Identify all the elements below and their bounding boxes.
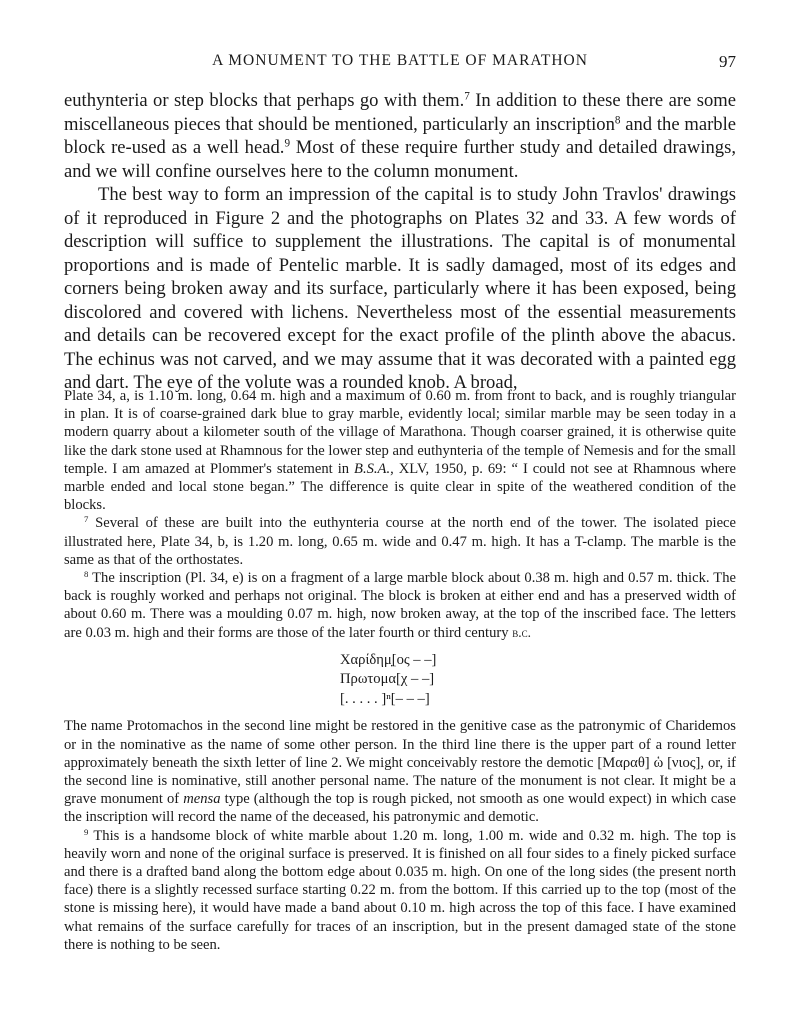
paragraph-2: The best way to form an impression of the capital is to study John Travlos' drawings of it reproduced in Figure 2 and the photographs on Plates 32 and 33. A few words of description will suffice to supplement the illustrations. The capital is of monumental proportions and is made of Pentelic marble. It is sadly damaged, most of its edges and corners being broken away and its surface, particularly where it has been exposed, being discolored and covered with lichens. Nevertheless most of the essential measurements and details can be recovered except for the exact profile of the plinth above the abacus. The echinus was not carved, and we may assume that it was decorated with a painted egg and dart. The eye of the volute was a rounded knob. A broad, — [64, 184, 736, 393]
footnote-8 — [64, 569, 736, 642]
footnote-8-continued — [64, 717, 736, 826]
mensa-term: mensa — [183, 791, 221, 808]
footnote-7-text: Several of these are built into the euthynteria course at the north end of the tower. The isolated piece illustrated here, Plate 34, b, is 1.20 m. long, 0.65 m. wide and 0.47 m. high. It has a T-clamp. The marble is the same as that of the orthostates. — [64, 515, 736, 568]
footnote-7 — [64, 514, 736, 569]
p1-text-a: euthynteria or step blocks that perhaps go with them. — [64, 90, 465, 111]
page-number: 97 — [719, 52, 736, 71]
paragraph-1 — [64, 89, 736, 183]
footnote-ref-9: 9 — [284, 137, 291, 150]
main-text — [64, 89, 736, 395]
footnote-8-text-c: type (although the top is rough picked, not smooth as one would expect) in which case the inscription will record the name of the deceased, his patronymic and demotic. — [64, 791, 736, 826]
footnote-8-text-a: The inscription (Pl. 34, e) is on a fragment of a large marble block about 0.38 m. high and 0.57 m. thick. The back is roughly worked and perhaps not original. The block is broken at either end and has a preserved width of about 0.60 m. There was a moulding 0.07 m. high, now broken away, at the top of the inscribed face. The letters are 0.03 m. high and their forms are those of the later fourth or third century — [64, 570, 736, 641]
footnote-number-7: 7 — [84, 514, 89, 525]
footnote-ref-7: 7 — [464, 90, 470, 103]
footnote-9 — [64, 827, 736, 954]
p1-text-c: and the marble block re-used as a well head. — [64, 113, 736, 158]
p1-text-d: Most of these require further study and detailed drawings, and we will confine ourselves here to the column monument. — [64, 137, 736, 182]
footnote-8-text-b: The name Protomachos in the second line might be restored in the genitive case as the patronymic of Charidemos or in the nominative as the name of some other person. In the third line there is the upper part of a round letter approximately beneath the sixth letter of line 2. We might conceivably restore the demotic [Μαραθ] ὡ [νιος], or, if the second line is nominative, still another personal name. The nature of the monument is not clear. It might be a grave monument of — [64, 718, 736, 808]
footnotes — [64, 387, 736, 954]
inscription-line-1: Χαρίδημ̣[ος – –] — [340, 651, 437, 668]
note-cont-text-b: , XLV, 1950, p. 69: “ I could not see at Rhamnous where marble ended and local stone began.” The difference is quite clear in spite of the weathered condition of the blocks. — [64, 460, 736, 514]
footnote-ref-8: 8 — [614, 113, 621, 126]
era-abbreviation: b.c. — [512, 624, 531, 640]
journal-title: B.S.A. — [354, 460, 391, 477]
footnote-continuation — [64, 387, 736, 514]
p1-text-b: In addition to these there are some miscellaneous pieces that should be mentioned, particularly an inscription — [64, 90, 736, 135]
running-title: A MONUMENT TO THE BATTLE OF MARATHON — [212, 52, 588, 69]
footnote-number-9: 9 — [84, 826, 89, 837]
footnote-number-8: 8 — [84, 568, 89, 579]
inscription-line-3: [. . . . . ]ⁿ[– – –] — [340, 690, 430, 707]
running-head — [64, 52, 736, 76]
footnote-9-text: This is a handsome block of white marble about 1.20 m. long, 1.00 m. wide and 0.32 m. high. The top is heavily worn and none of the original surface is preserved. It is finished on all four sides to a finely picked surface and there is a drafted band along the bottom edge about 0.035 m. high. On one of the long sides (the present north face) there is a slightly recessed surface starting 0.22 m. from the bottom. If this carried up to the top (most of the stone is missing here), it would have made a band about 0.10 m. high across the top of this face. I have examined what remains of the surface carefully for traces of an inscription, but in the present damaged state of the stone there is nothing to be seen. — [64, 827, 736, 953]
inscription-text — [340, 651, 736, 710]
inscription-line-2: Πρωτομα[χ – –] — [340, 671, 435, 688]
note-cont-text-a: Plate 34, a, is 1.10 m. long, 0.64 m. high and a maximum of 0.60 m. from front to back, and is roughly triangular in plan. It is of coarse-grained dark blue to gray marble, evidently local; similar marble may be seen today in a modern quarry about a kilometer south of the village of Marathona. Though coarser grained, it is otherwise quite like the dark stone used at Rhamnous for the lower step and euthynteria of the temple of Nemesis and for the small temple. I am amazed at Plommer's statement in — [64, 388, 736, 477]
